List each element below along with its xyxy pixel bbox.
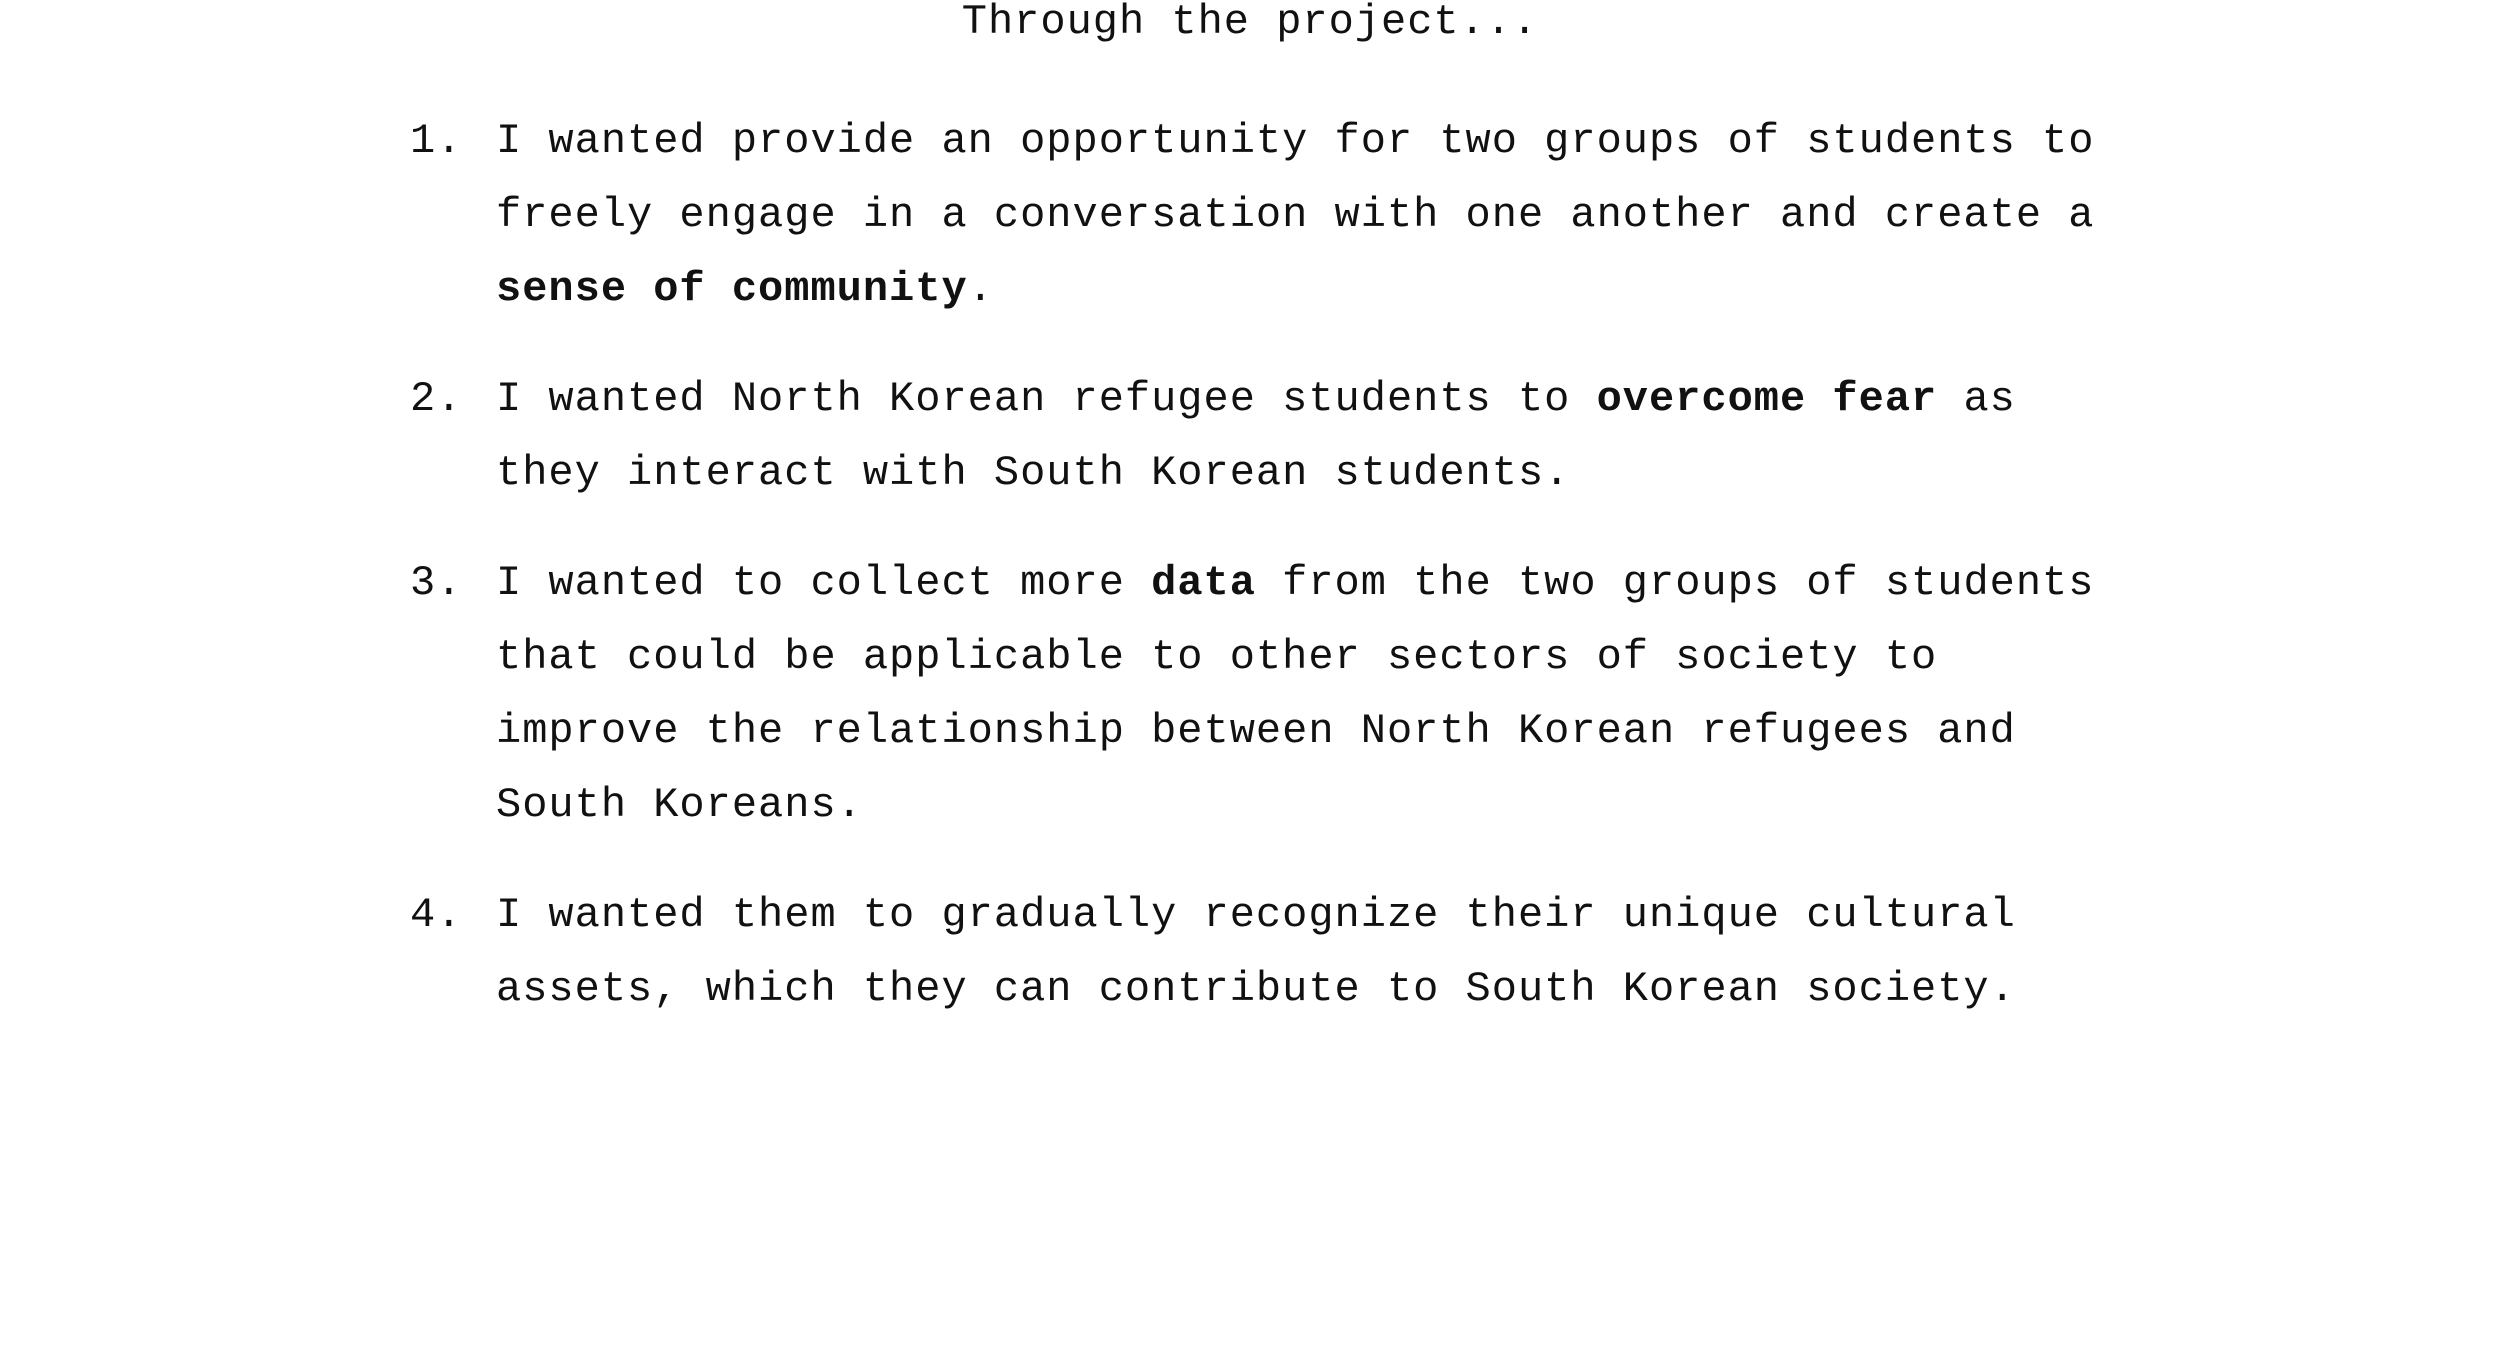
list-item-number: 3. [410,559,463,607]
list-item [410,546,2130,842]
list-item-text: I wanted North Korean refugee students to overcome fear as they interact with South Korean students. [496,375,2016,497]
list-item-number: 1. [410,117,463,165]
list-item [410,104,2130,326]
list-item [410,878,2130,1026]
emphasis-text: sense of community [496,265,968,313]
list-item-number: 4. [410,891,463,939]
list-item-text: I wanted them to gradually recognize their unique cultural assets, which they can contribute to South Korean society. [496,891,2016,1013]
list-item [410,362,2130,510]
slide-heading: Through the project... [961,0,1539,46]
emphasis-text: data [1151,559,1256,607]
list-item-number: 2. [410,375,463,423]
goals-list [410,104,2130,1026]
list-item-text: I wanted to collect more data from the two groups of students that could be applicable to other sectors of society to improve the relationship between North Korean refugees and South Koreans. [496,559,2095,829]
emphasis-text: overcome fear [1596,375,1938,423]
list-item-text: I wanted provide an opportunity for two groups of students to freely engage in a conversation with one another and create a sense of community. [496,117,2095,313]
